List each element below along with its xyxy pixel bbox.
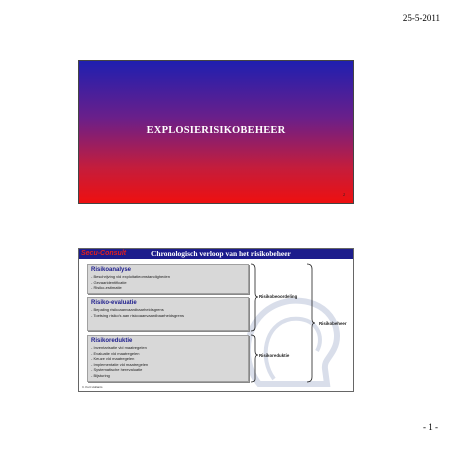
- list-item: - Beschrijving vld exploitatieomstandigheden: [91, 274, 248, 280]
- label-risikobeheer: Risikobeheer: [319, 321, 347, 326]
- list-item: - Inventarisatie vld maatregelen: [91, 345, 248, 351]
- list-item: - Implementatie vld maatregelen: [91, 362, 248, 368]
- box-title: Risiko-evaluatie: [91, 300, 137, 306]
- bracket-beoordeling: [251, 264, 258, 331]
- company-logo: Secu-Consult: [81, 250, 127, 257]
- slide-chronology: [78, 248, 354, 392]
- list-item: - Evaluatie vld maatregelen: [91, 351, 248, 357]
- bracket-reduktie: [251, 335, 258, 382]
- list-item: - Toetsing risiko's aan risicoaanvaardbaarheidsgrens: [91, 313, 248, 319]
- label-risikobeoordeling: Risikobeoordeling: [259, 294, 298, 299]
- bracket-beheer: [307, 264, 315, 382]
- page-date: 25-5-2011: [402, 13, 440, 23]
- slide-title: EXPLOSIERISIKOBEHEER: [146, 125, 286, 136]
- list-item: - Keuze vld maatregelen: [91, 356, 248, 362]
- list-item: - Bepaling risikoaanvaardbaarheidsgrens: [91, 307, 248, 313]
- box-title: Risikoanalyse: [91, 267, 132, 273]
- bracket-diagram: [79, 249, 354, 392]
- list-item: - Gevaaridentificatie: [91, 280, 248, 286]
- slide-number: 2: [343, 192, 345, 197]
- label-risikoreduktie: Risikoreduktie: [259, 353, 290, 358]
- list-item: - Systematische herevaluatie: [91, 367, 248, 373]
- slide-heading: Chronologisch verloop van het risikobeheer: [151, 249, 291, 258]
- slide-author: Ir. Kurt Hollants: [82, 385, 103, 389]
- list-item: - Bijsturing: [91, 373, 248, 379]
- box-title: Risikoreduktie: [91, 338, 133, 344]
- list-item: - Risiko-estimatie: [91, 285, 248, 291]
- page-number: - 1 -: [423, 422, 438, 432]
- slide-title-card: [78, 60, 354, 204]
